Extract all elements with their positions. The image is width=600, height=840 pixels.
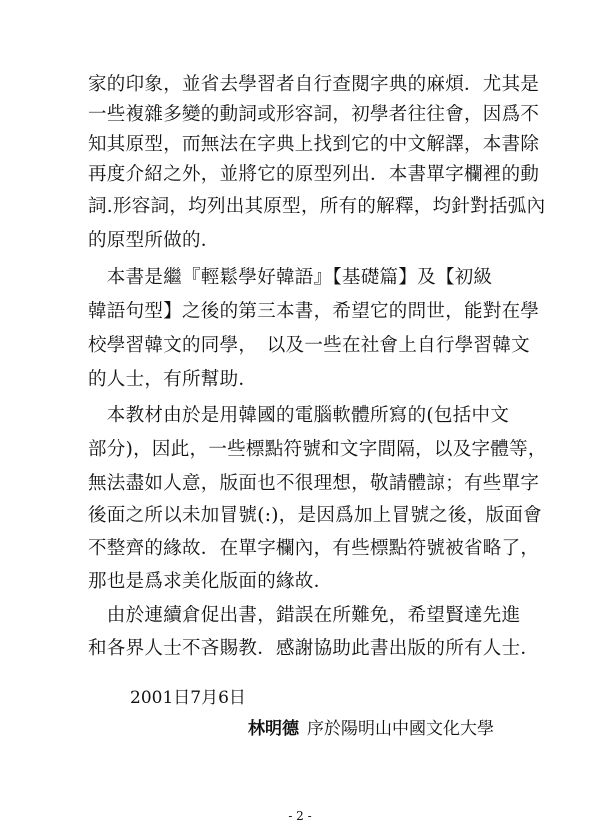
preface-signature	[248, 717, 494, 741]
body-line: 詞.形容詞，均列出其原型，所有的解釋，均針對括弧內	[88, 196, 546, 217]
body-line: 後面之所以未加冒號(:)，是因爲加上冒號之後，版面會	[88, 505, 542, 526]
preface-date: 2001日7月6日	[130, 688, 246, 708]
body-line: 本書是繼『輕鬆學好韓語』【基礎篇】及【初級	[88, 267, 493, 288]
author-name: 林明德	[248, 719, 299, 739]
signature-text: 序於陽明山中國文化大學	[307, 719, 494, 739]
body-line: 不整齊的緣故．在單字欄內，有些標點符號被省略了，	[88, 538, 540, 559]
body-line: 無法盡如人意，版面也不很理想，敬請體諒；有些單字	[88, 473, 540, 494]
body-line: 校學習韓文的同學， 以及一些在社會上自行學習韓文	[88, 335, 530, 356]
page-number: - 2 -	[288, 809, 312, 823]
body-line: 的原型所做的．	[88, 230, 220, 251]
body-line: 本教材由於是用韓國的電腦軟體所寫的(包括中文	[88, 405, 510, 426]
body-line: 由於連續倉促出書，錯誤在所難免，希望賢達先進	[88, 605, 521, 626]
body-line: 的人士，有所幫助．	[88, 369, 258, 390]
body-line: 家的印象，並省去學習者自行查閱字典的麻煩．尤其是	[88, 74, 540, 95]
body-line: 知其原型，而無法在字典上找到它的中文解譯，本書除	[88, 134, 540, 155]
body-line: 和各界人士不吝賜教．感謝協助此書出版的所有人士．	[88, 638, 540, 659]
body-line: 韓語句型】之後的第三本書，希望它的問世，能對在學	[88, 301, 540, 322]
body-line: 那也是爲求美化版面的緣故．	[88, 571, 333, 592]
body-line: 一些複雜多變的動詞或形容詞，初學者往往會，因爲不	[88, 104, 540, 125]
body-line: 部分)，因此，一些標點符號和文字間隔，以及字體等，	[88, 439, 547, 460]
body-line: 再度介紹之外，並將它的原型列出．本書單字欄裡的動	[88, 164, 540, 185]
